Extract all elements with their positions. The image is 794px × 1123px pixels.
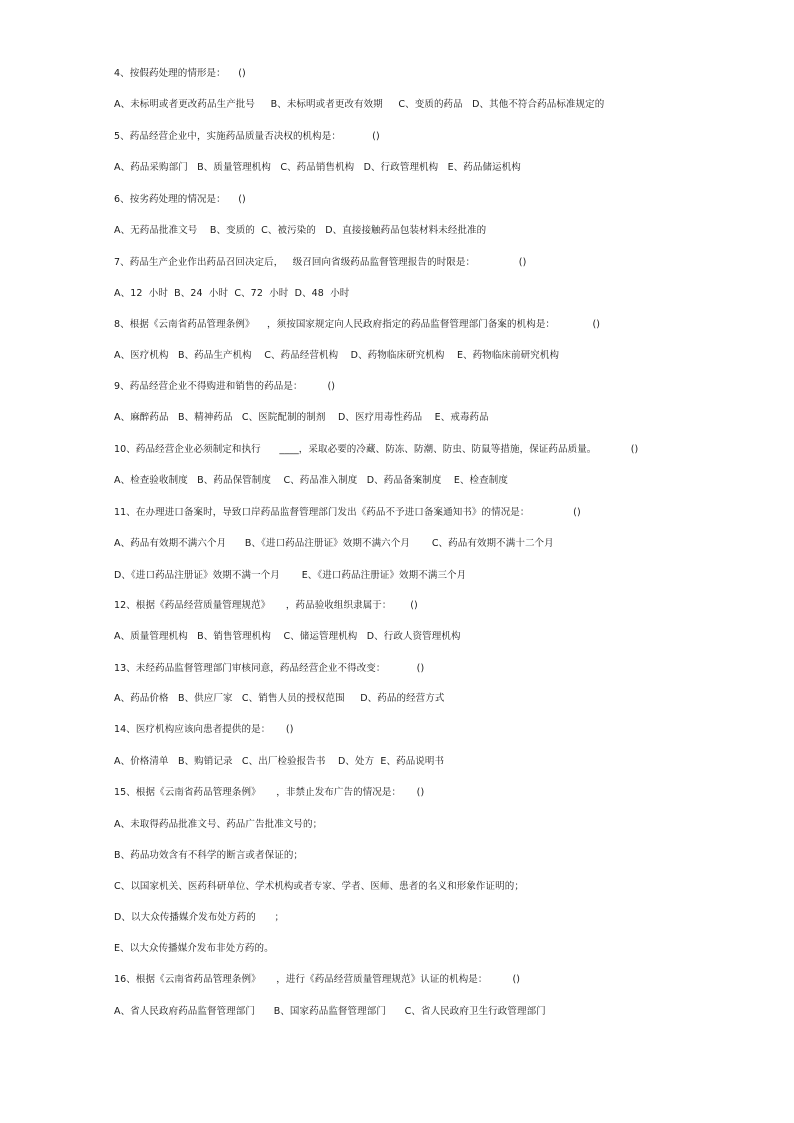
question-15-option-e: E、以大众传播媒介发布非处方药的。 — [114, 943, 274, 954]
question-11: 11、在办理进口备案时，导致口岸药品监督管理部门发出《药品不予进口备案通知书》的情况是： () — [114, 507, 581, 518]
question-15-option-c: C、以国家机关、医药科研单位、学术机构或者专家、学者、医师、患者的名义和形象作证明的； — [114, 881, 524, 892]
question-10-options: A、检查验收制度 B、药品保管制度 C、药品准入制度 D、药品备案制度 E、检查制度 — [114, 475, 508, 486]
question-13: 13、未经药品监督管理部门审核同意，药品经营企业不得改变： () — [114, 663, 425, 674]
question-4: 4、按假药处理的情形是： () — [114, 68, 246, 79]
question-9: 9、药品经营企业不得购进和销售的药品是： () — [114, 381, 336, 392]
question-14-options: A、价格清单 B、购销记录 C、出厂检验报告书 D、处方 E、药品说明书 — [114, 756, 445, 767]
question-7: 7、药品生产企业作出药品召回决定后， 级召回向省级药品监督管理报告的时限是： () — [114, 257, 527, 268]
question-15: 15、根据《云南省药品管理条例》 ，非禁止发布广告的情况是： () — [114, 787, 425, 798]
question-15-option-b: B、药品功效含有不科学的断言或者保证的； — [114, 850, 304, 861]
question-6: 6、按劣药处理的情况是： () — [114, 194, 246, 205]
question-11-options-2: D、《进口药品注册证》效期不满一个月 E、《进口药品注册证》效期不满三个月 — [114, 570, 467, 581]
question-8-options: A、医疗机构 B、药品生产机构 C、药品经营机构 D、药物临床研究机构 E、药物临床前研究机构 — [114, 350, 560, 361]
question-13-options: A、药品价格 B、供应厂家 C、销售人员的授权范围 D、药品的经营方式 — [114, 693, 445, 704]
question-16: 16、根据《云南省药品管理条例》 ，进行《药品经营质量管理规范》认证的机构是： () — [114, 974, 521, 985]
question-6-options: A、无药品批准文号 B、变质的 C、被污染的 D、直接接触药品包装材料未经批准的 — [114, 225, 487, 236]
question-14: 14、医疗机构应该向患者提供的是： () — [114, 724, 294, 735]
question-9-options: A、麻醉药品 B、精神药品 C、医院配制的制剂 D、医疗用毒性药品 E、戒毒药品 — [114, 412, 489, 423]
question-12-options: A、质量管理机构 B、销售管理机构 C、储运管理机构 D、行政人资管理机构 — [114, 631, 461, 642]
question-5-options: A、药品采购部门 B、质量管理机构 C、药品销售机构 D、行政管理机构 E、药品储运机构 — [114, 162, 521, 173]
question-8: 8、根据《云南省药品管理条例》 ，须按国家规定向人民政府指定的药品监督管理部门备案的机构是： () — [114, 319, 601, 330]
question-10: 10、药品经营企业必须制定和执行 ____，采取必要的冷藏、防冻、防潮、防虫、防鼠等措施，保证药品质量。 () — [114, 444, 639, 455]
question-15-option-d: D、以大众传播媒介发布处方药的 ； — [114, 912, 285, 923]
question-5: 5、药品经营企业中，实施药品质量否决权的机构是： () — [114, 131, 380, 142]
question-16-options: A、省人民政府药品监督管理部门 B、国家药品监督管理部门 C、省人民政府卫生行政管理部门 — [114, 1006, 546, 1017]
question-11-options-1: A、药品有效期不满六个月 B、《进口药品注册证》效期不满六个月 C、药品有效期不满十二个月 — [114, 538, 554, 549]
question-15-option-a: A、未取得药品批准文号、药品广告批准文号的； — [114, 819, 323, 830]
question-7-options: A、12 小时 B、24 小时 C、72 小时 D、48 小时 — [114, 288, 350, 299]
question-4-options: A、未标明或者更改药品生产批号 B、未标明或者更改有效期 C、变质的药品 D、其他不符合药品标准规定的 — [114, 99, 605, 110]
question-12: 12、根据《药品经营质量管理规范》 ，药品验收组织隶属于： () — [114, 600, 418, 611]
